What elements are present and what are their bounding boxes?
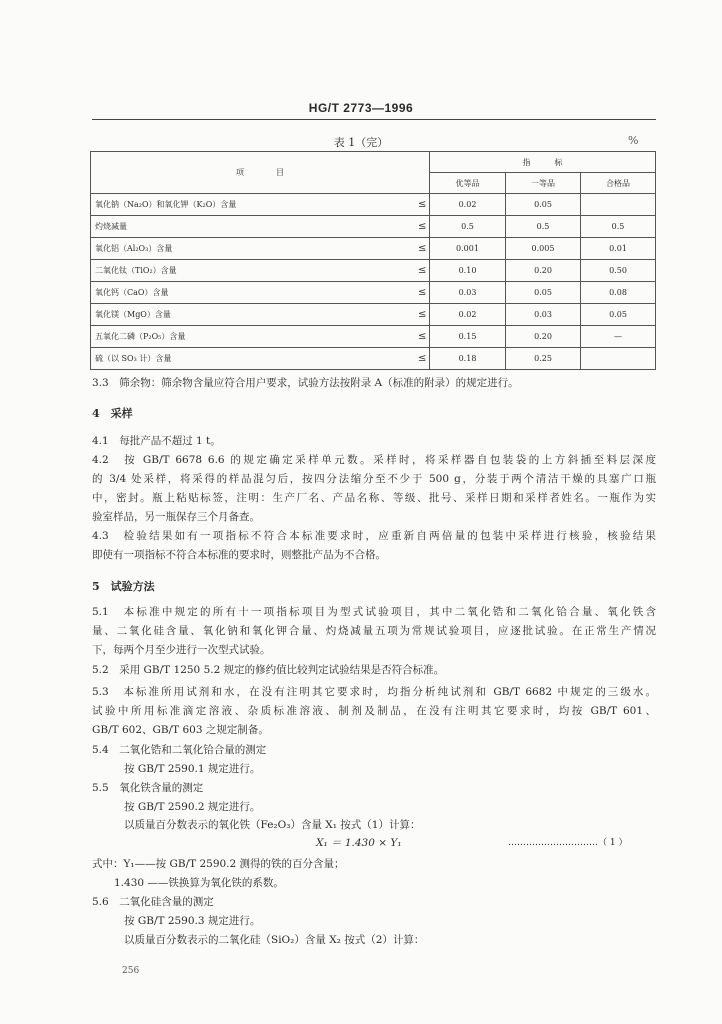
row-value: 0.005 [506, 238, 581, 260]
table-row [91, 194, 656, 216]
row-value [581, 348, 656, 370]
clause-5-3-line: GB/T 602、GB/T 603 之规定制备。 [92, 724, 269, 736]
table-row [91, 348, 656, 370]
row-op: ≤ [416, 260, 430, 282]
clause-5-6-formula-intro: 以质量百分数表示的二氧化硅（SiO₂）含量 X₂ 按式（2）计算： [124, 934, 425, 946]
clause-5-1-line: 下，每两个月至少进行一次型式试验。 [92, 644, 271, 656]
row-value: 0.03 [430, 282, 506, 304]
header-rule [92, 119, 656, 120]
row-value: — [581, 326, 656, 348]
clause-5-1-line: 5.1 本标准中规定的所有十一项指标项目为型式试验项目，其中二氧化锆和二氧化铪合量、氧化铁含 [92, 606, 656, 618]
table-row [91, 282, 656, 304]
clause-5-2: 5.2 采用 GB/T 1250 5.2 规定的修约值比较判定试验结果是否符合标准。 [92, 664, 445, 676]
row-value [581, 194, 656, 216]
clause-5-4-title: 5.4 二氧化锆和二氧化铪合量的测定 [92, 744, 267, 756]
clause-4-2-line: 验室样品，另一瓶保存三个月备查。 [92, 511, 260, 523]
row-op: ≤ [416, 326, 430, 348]
row-value: 0.25 [506, 348, 581, 370]
row-value: 0.001 [430, 238, 506, 260]
row-name: 氧化镁（MgO）含量 [91, 304, 416, 326]
row-value: 0.5 [430, 216, 506, 238]
row-op: ≤ [416, 216, 430, 238]
table-row [91, 216, 656, 238]
row-name: 氧化钠（Na₂O）和氧化钾（K₂O）含量 [91, 194, 416, 216]
table-row [91, 326, 656, 348]
section-4-title: 4 采样 [92, 407, 133, 420]
row-value: 0.05 [506, 194, 581, 216]
clause-4-2-line: 的 3/4 处采样，将采得的样品混匀后，按四分法缩分至不少于 500 g，分装于两个清洁干燥的具塞广口瓶 [92, 473, 656, 485]
table-row [91, 260, 656, 282]
section-5-title: 5 试验方法 [92, 580, 155, 593]
clause-5-6-text: 按 GB/T 2590.3 规定进行。 [124, 915, 261, 927]
row-value: 0.5 [581, 216, 656, 238]
row-value: 0.05 [506, 282, 581, 304]
where-clause-2: 1.430 ——铁换算为氧化铁的系数。 [114, 877, 284, 889]
row-value: 0.03 [506, 304, 581, 326]
row-name: 二氧化钛（TiO₂）含量 [91, 260, 416, 282]
row-op: ≤ [416, 282, 430, 304]
clause-4-2-line: 中，密封。瓶上粘贴标签，注明：生产厂名、产品名称、等级、批号、采样日期和采样者姓名。一瓶作为实 [92, 492, 656, 504]
header-item: 项 目 [91, 152, 430, 194]
clause-5-5-text: 按 GB/T 2590.2 规定进行。 [124, 801, 261, 813]
row-value: 0.08 [581, 282, 656, 304]
page-number: 256 [122, 966, 140, 976]
row-name: 五氧化二磷（P₂O₅）含量 [91, 326, 416, 348]
row-value: 0.01 [581, 238, 656, 260]
clause-4-2-line: 4.2 按 GB/T 6678 6.6 的规定确定采样单元数。采样时，将采样器自包装袋的上方斜插至料层深度 [92, 454, 656, 466]
formula-1: X₁ ＝ 1.430 × Y₁ [316, 837, 402, 849]
row-value: 0.05 [581, 304, 656, 326]
row-op: ≤ [416, 348, 430, 370]
row-value: 0.15 [430, 326, 506, 348]
clause-5-3-line: 5.3 本标准所用试剂和水，在没有注明其它要求时，均指分析纯试剂和 GB/T 6682 中规定的三级水。 [92, 686, 656, 698]
row-op: ≤ [416, 304, 430, 326]
row-name: 氧化钙（CaO）含量 [91, 282, 416, 304]
standard-header: HG/T 2773—1996 [308, 101, 414, 115]
row-value: 0.18 [430, 348, 506, 370]
row-value: 0.20 [506, 326, 581, 348]
clause-5-4-text: 按 GB/T 2590.1 规定进行。 [124, 763, 261, 775]
row-value: 0.10 [430, 260, 506, 282]
row-value: 0.5 [506, 216, 581, 238]
clause-4-1: 4.1 每批产品不超过 1 t。 [92, 435, 221, 447]
clause-3-3: 3.3 筛余物：筛余物含量应符合用户要求，试验方法按附录 A（标准的附录）的规定进行。 [92, 377, 519, 389]
row-name: 硫（以 SO₃ 计）含量 [91, 348, 416, 370]
grade-qualified: 合格品 [581, 173, 656, 194]
grade-premium: 优等品 [430, 173, 506, 194]
clause-5-5-title: 5.5 氧化铁含量的测定 [92, 782, 204, 794]
header-index: 指 标 [430, 152, 656, 173]
row-name: 灼烧减量 [91, 216, 416, 238]
row-value: 0.20 [506, 260, 581, 282]
table-header-row [91, 152, 656, 173]
row-value: 0.02 [430, 194, 506, 216]
row-value: 0.02 [430, 304, 506, 326]
row-name: 氧化铝（Al₂O₃）含量 [91, 238, 416, 260]
clause-5-1-line: 量、二氧化硅含量、氧化钠和氧化钾合量、灼烧减量五项为常规试验项目，应逐批试验。在正常生产情况 [92, 625, 656, 637]
row-value: 0.50 [581, 260, 656, 282]
row-op: ≤ [416, 194, 430, 216]
table-row [91, 304, 656, 326]
grade-first: 一等品 [506, 173, 581, 194]
equation-number: …………………………（ 1 ） [508, 838, 628, 848]
specification-table [90, 151, 656, 370]
row-op: ≤ [416, 238, 430, 260]
where-clause-1: 式中：Y₁——按 GB/T 2590.2 测得的铁的百分含量； [92, 858, 345, 870]
table-caption: 表 1（完） [333, 136, 389, 149]
table-row [91, 238, 656, 260]
clause-4-3-line: 即使有一项指标不符合本标准的要求时，则整批产品为不合格。 [92, 549, 386, 561]
clause-5-3-line: 试验中所用标准滴定溶液、杂质标准溶液、制剂及制品，在没有注明其它要求时，均按 GB/T 601、 [92, 705, 656, 717]
clause-4-3-line: 4.3 检验结果如有一项指标不符合本标准要求时，应重新自两倍量的包装中采样进行核验，核验结果 [92, 530, 656, 542]
table-unit: % [628, 134, 639, 147]
clause-5-5-formula-intro: 以质量百分数表示的氧化铁（Fe₂O₃）含量 X₁ 按式（1）计算： [124, 819, 421, 831]
clause-5-6-title: 5.6 二氧化硅含量的测定 [92, 896, 214, 908]
